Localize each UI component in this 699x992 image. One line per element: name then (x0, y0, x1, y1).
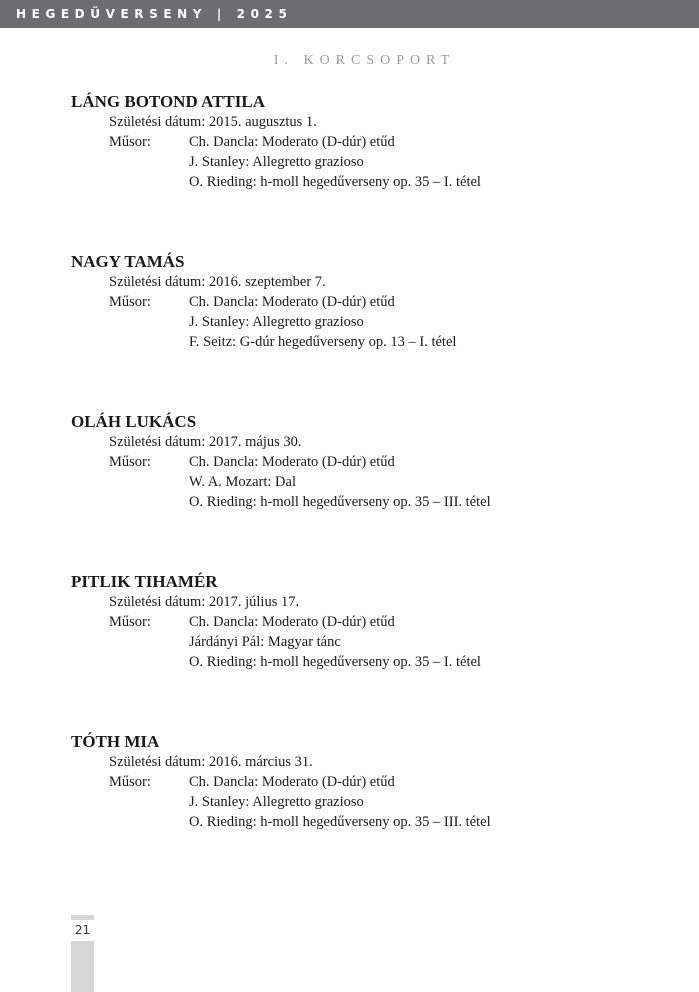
program-item: Ch. Dancla: Moderato (D-dúr) etűd (189, 294, 395, 310)
page-number: 21 (74, 923, 91, 937)
section-title: I. KORCSOPORT (273, 53, 456, 68)
birth-date: Születési dátum: 2016. szeptember 7. (109, 274, 326, 290)
program-label: Műsor: (109, 774, 151, 790)
contestant-entry (71, 572, 671, 732)
footer-accent-bar (71, 915, 94, 920)
program-item: O. Rieding: h-moll hegedűverseny op. 35 – I. tétel (189, 654, 481, 670)
program-item: Járdányi Pál: Magyar tánc (189, 634, 341, 650)
contestant-name: TÓTH MIA (71, 732, 160, 751)
program-item: J. Stanley: Allegretto grazioso (189, 794, 364, 810)
contestant-name: OLÁH LUKÁCS (71, 412, 197, 431)
contestant-name: NAGY TAMÁS (71, 252, 185, 271)
program-item: O. Rieding: h-moll hegedűverseny op. 35 – I. tétel (189, 174, 481, 190)
program-item: Ch. Dancla: Moderato (D-dúr) etűd (189, 134, 395, 150)
program-item: F. Seitz: G-dúr hegedűverseny op. 13 – I. tétel (189, 334, 457, 350)
header-band (0, 0, 699, 28)
contestant-entry (71, 732, 671, 892)
program-item: Ch. Dancla: Moderato (D-dúr) etűd (189, 614, 395, 630)
contestant-entry (71, 412, 671, 572)
program-item: O. Rieding: h-moll hegedűverseny op. 35 – III. tétel (189, 494, 491, 510)
program-item: Ch. Dancla: Moderato (D-dúr) etűd (189, 774, 395, 790)
program-item: J. Stanley: Allegretto grazioso (189, 154, 364, 170)
program-item: Ch. Dancla: Moderato (D-dúr) etűd (189, 454, 395, 470)
program-label: Műsor: (109, 614, 151, 630)
program-item: J. Stanley: Allegretto grazioso (189, 314, 364, 330)
program-item: O. Rieding: h-moll hegedűverseny op. 35 – III. tétel (189, 814, 491, 830)
program-label: Műsor: (109, 134, 151, 150)
footer-accent-bar (71, 941, 94, 992)
contestant-name: PITLIK TIHAMÉR (71, 572, 218, 591)
contestant-entry (71, 92, 671, 252)
birth-date: Születési dátum: 2015. augusztus 1. (109, 114, 317, 130)
birth-date: Születési dátum: 2017. május 30. (109, 434, 302, 450)
program-item: W. A. Mozart: Dal (189, 474, 296, 490)
header-title: HEGEDŰVERSENY | 2025 (16, 7, 293, 21)
contestant-entry (71, 252, 671, 412)
contestant-name: LÁNG BOTOND ATTILA (71, 92, 265, 111)
contestant-list (71, 92, 671, 892)
birth-date: Születési dátum: 2017. július 17. (109, 594, 300, 610)
program-label: Műsor: (109, 454, 151, 470)
birth-date: Születési dátum: 2016. március 31. (109, 754, 313, 770)
program-label: Műsor: (109, 294, 151, 310)
